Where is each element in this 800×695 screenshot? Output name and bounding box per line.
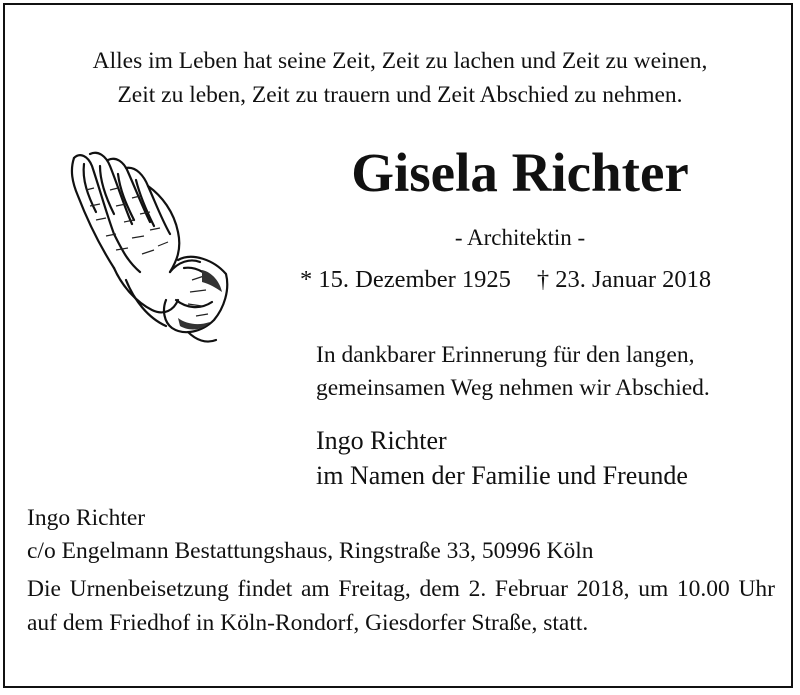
farewell-line-2: gemeinsamen Weg nehmen wir Abschied. (316, 375, 710, 401)
deceased-name: Gisela Richter (351, 142, 689, 203)
birth-date: * 15. Dezember 1925 (300, 266, 511, 293)
farewell-text (316, 339, 710, 405)
motto-line-2: Zeit zu leben, Zeit zu trauern und Zeit Abschied zu nehmen. (117, 82, 683, 108)
motto-line-1: Alles im Leben hat seine Zeit, Zeit zu lachen und Zeit zu weinen, (92, 48, 708, 74)
contact-name: Ingo Richter (27, 505, 146, 531)
signer (316, 423, 688, 493)
burial-notice: Die Urnenbeisetzung findet am Freitag, dem 2. Februar 2018, um 10.00 Uhr auf dem Friedhof in Köln-Rondorf, Giesdorfer Straße, statt. (27, 576, 775, 636)
deceased-profession: - Architektin - (454, 225, 586, 250)
signer-on-behalf: im Namen der Familie und Freunde (316, 461, 688, 490)
signer-name: Ingo Richter (316, 426, 447, 455)
contact-street: c/o Engelmann Bestattungshaus, Ringstraße 33, 50996 Köln (27, 538, 594, 564)
praying-hands-icon (66, 150, 236, 350)
motto (0, 44, 800, 112)
contact-address (27, 502, 594, 568)
life-dates (300, 265, 711, 295)
farewell-line-1: In dankbarer Erinnerung für den langen, (316, 342, 695, 368)
death-date: † 23. Januar 2018 (536, 266, 712, 293)
